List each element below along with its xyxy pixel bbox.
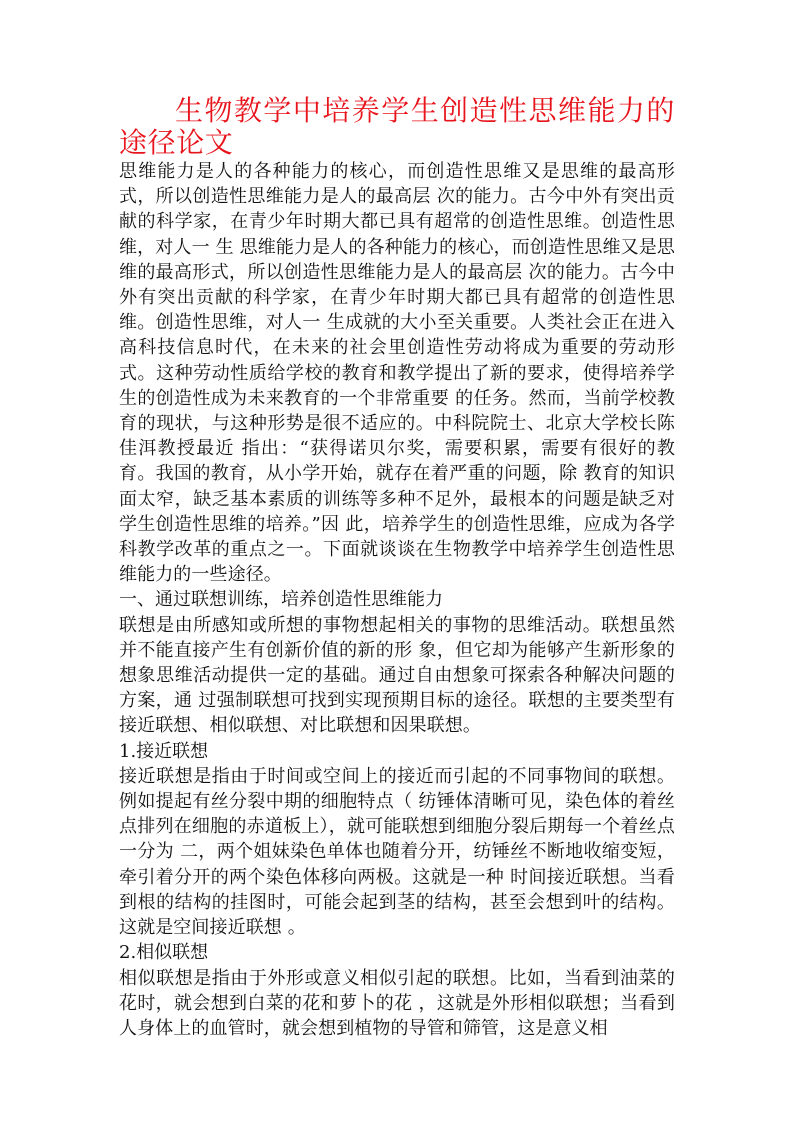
subsection-heading-proximity-association: 1.接近联想: [119, 740, 209, 762]
subsection-paragraph-proximity-association: 接近联想是指由于时间或空间上的接近而引起的不同事物间的联想。例如提起有丝分裂中期的细胞特点（ 纺锤体清晰可见，染色体的着丝点排列在细胞的赤道板上），就可能联想到细胞分裂后期每一个着丝点一分为 二，两个姐妹染色单体也随着分开，纺锤丝不断地收缩变短，牵引着分开的两个染色体移向两极。这就是一种 时间接近联想。当看到根的结构的挂图时，可能会起到茎的结构，甚至会想到叶的结构。这就是空间接近联想 。: [119, 765, 675, 939]
document-page: [119, 95, 675, 1041]
subsection-heading-similarity-association: 2.相似联想: [119, 942, 209, 964]
subsection-paragraph-similarity-association: 相似联想是指由于外形或意义相似引起的联想。比如，当看到油菜的花时，就会想到白菜的花和萝卜的花 ，这就是外形相似联想；当看到人身体上的血管时，就会想到植物的导管和筛管，这是意义相: [119, 967, 675, 1039]
section-paragraph-association: 联想是由所感知或所想的事物想起相关的事物的思维活动。联想虽然并不能直接产生有创新价值的新的形 象，但它却为能够产生新形象的想象思维活动提供一定的基础。通过自由想象可探索各种解决问题的方案，通 过强制联想可找到实现预期目标的途径。联想的主要类型有接近联想、相似联想、对比联想和因果联想。: [119, 614, 675, 737]
intro-paragraph: 思维能力是人的各种能力的核心，而创造性思维又是思维的最高形式，所以创造性思维能力是人的最高层 次的能力。古今中外有突出贡献的科学家，在青少年时期大都已具有超常的创造性思维。创造性思维，对人一 生 思维能力是人的各种能力的核心，而创造性思维又是思维的最高形式，所以创造性思维能力是人的最高层 次的能力。古今中外有突出贡献的科学家，在青少年时期大都已具有超常的创造性思维。创造性思维，对人一 生成就的大小至关重要。人类社会正在进入高科技信息时代，在未来的社会里创造性劳动将成为重要的劳动形 式。这种劳动性质给学校的教育和教学提出了新的要求，使得培养学生的创造性成为未来教育的一个非常重要 的任务。然而，当前学校教育的现状，与这种形势是很不适应的。中科院院士、北京大学校长陈佳洱教授最近 指出：“获得诺贝尔奖，需要积累，需要有很好的教育。我国的教育，从小学开始，就存在着严重的问题，除 教育的知识面太窄，缺乏基本素质的训练等多种不足外，最根本的问题是缺乏对学生创造性思维的培养。”因 此，培养学生的创造性思维，应成为各学科教学改革的重点之一。下面就谈谈在生物教学中培养学生创造性思 维能力的一些途径。: [119, 161, 675, 586]
section-heading-association-training: 一、通过联想训练，培养创造性思维能力: [119, 589, 443, 611]
document-title: 生物教学中培养学生创造性思维能力的途径论文: [119, 94, 675, 159]
